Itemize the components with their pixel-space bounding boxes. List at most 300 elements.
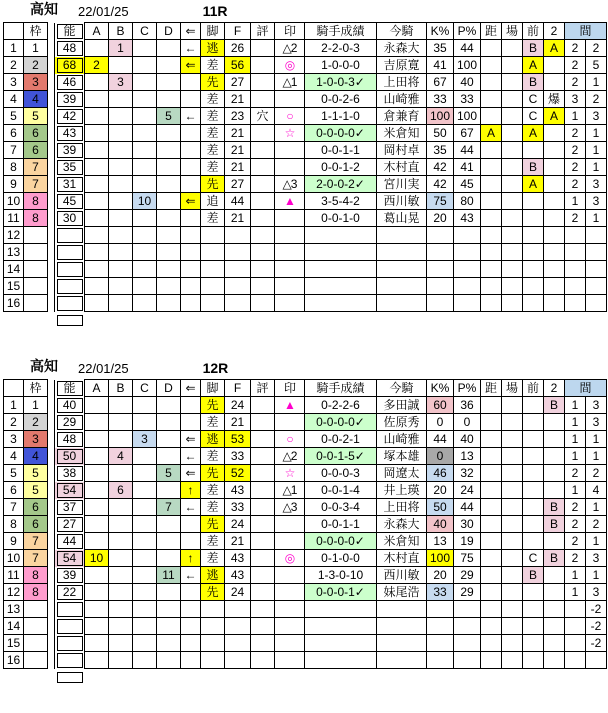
empty-cell	[48, 312, 55, 328]
cell-ky	[481, 108, 502, 125]
cell-m1: 2	[565, 57, 586, 74]
cell-noh	[55, 261, 85, 278]
cell-f	[225, 652, 251, 669]
cell-ky	[481, 465, 502, 482]
cell-f	[225, 601, 251, 618]
horse-row	[4, 261, 607, 278]
cell-m2	[586, 261, 607, 278]
cell-B	[109, 516, 133, 533]
cell-D	[157, 448, 181, 465]
cell-f: 21	[225, 142, 251, 159]
cell-n: 6	[4, 125, 24, 142]
cell-kpc: 44	[427, 431, 454, 448]
cell-m2: 1	[586, 533, 607, 550]
cell-A	[85, 210, 109, 227]
cell-m1: 2	[565, 550, 586, 567]
cell-C	[133, 414, 157, 431]
cell-ky	[481, 499, 502, 516]
cell-n: 10	[4, 193, 24, 210]
header-B: B	[109, 23, 133, 40]
cell-A	[85, 244, 109, 261]
cell-C	[133, 465, 157, 482]
cell-m2: 5	[586, 57, 607, 74]
cell-g	[48, 482, 55, 499]
horse-row	[4, 193, 607, 210]
header-k: 脚	[201, 23, 225, 40]
empty-cell	[427, 669, 454, 685]
cell-ar	[181, 125, 201, 142]
header-jk: 今騎	[377, 23, 427, 40]
cell-A	[85, 159, 109, 176]
cell-m2: 1	[586, 499, 607, 516]
cell-g	[48, 431, 55, 448]
cell-ar	[181, 601, 201, 618]
cell-ppc	[454, 227, 481, 244]
cell-kpc: 35	[427, 142, 454, 159]
cell-mae: A	[523, 125, 544, 142]
cell-c2	[544, 142, 565, 159]
cell-mk	[275, 414, 305, 431]
cell-B	[109, 431, 133, 448]
cell-ky	[481, 142, 502, 159]
cell-kpc	[427, 261, 454, 278]
cell-hy	[251, 278, 275, 295]
cell-kpc	[427, 295, 454, 312]
cell-noh: 48	[55, 40, 85, 57]
cell-f: 43	[225, 550, 251, 567]
cell-B	[109, 159, 133, 176]
cell-ppc	[454, 244, 481, 261]
cell-kpc: 20	[427, 210, 454, 227]
cell-m1: 2	[565, 74, 586, 91]
header-C: C	[133, 23, 157, 40]
cell-f: 23	[225, 108, 251, 125]
cell-g	[48, 601, 55, 618]
cell-w: 8	[24, 584, 48, 601]
cell-m2: 3	[586, 584, 607, 601]
cell-ar: ⇐	[181, 465, 201, 482]
header-w: 枠	[24, 23, 48, 40]
cell-n: 1	[4, 40, 24, 57]
cell-n: 14	[4, 261, 24, 278]
cell-mae	[523, 261, 544, 278]
cell-g	[48, 618, 55, 635]
cell-w: 8	[24, 567, 48, 584]
cell-w: 2	[24, 414, 48, 431]
header-w: 枠	[24, 380, 48, 397]
cell-w	[24, 295, 48, 312]
cell-c2	[544, 601, 565, 618]
empty-cell	[377, 669, 427, 685]
cell-mae: B	[523, 40, 544, 57]
cell-D	[157, 261, 181, 278]
cell-jk: 吉原寛	[377, 57, 427, 74]
empty-cell	[181, 669, 201, 685]
cell-hy	[251, 465, 275, 482]
cell-g	[48, 584, 55, 601]
cell-kpc: 42	[427, 159, 454, 176]
cell-C	[133, 57, 157, 74]
cell-c2	[544, 176, 565, 193]
empty-cell	[523, 312, 544, 328]
cell-m1	[565, 278, 586, 295]
cell-mae	[523, 210, 544, 227]
cell-ar	[181, 278, 201, 295]
cell-f: 27	[225, 74, 251, 91]
cell-jk: 倉兼育	[377, 108, 427, 125]
cell-ky	[481, 601, 502, 618]
cell-noh: 37	[55, 499, 85, 516]
cell-mae	[523, 431, 544, 448]
cell-noh: 46	[55, 74, 85, 91]
cell-mae	[523, 618, 544, 635]
cell-g	[48, 635, 55, 652]
header-n	[4, 23, 24, 40]
cell-ppc: 40	[454, 74, 481, 91]
header-D: D	[157, 380, 181, 397]
cell-m1: 1	[565, 108, 586, 125]
cell-hy	[251, 91, 275, 108]
cell-ppc	[454, 635, 481, 652]
cell-n: 3	[4, 431, 24, 448]
cell-B	[109, 210, 133, 227]
cell-m2: 1	[586, 74, 607, 91]
cell-kpc	[427, 278, 454, 295]
cell-jk	[377, 618, 427, 635]
cell-D	[157, 91, 181, 108]
cell-noh	[55, 652, 85, 669]
cell-mk: ☆	[275, 125, 305, 142]
cell-m2: 3	[586, 397, 607, 414]
cell-C: 10	[133, 193, 157, 210]
horse-row	[4, 652, 607, 669]
cell-w: 8	[24, 193, 48, 210]
cell-D	[157, 516, 181, 533]
cell-rec: 1-0-0-3✓	[305, 74, 377, 91]
cell-jk: 多田誠	[377, 397, 427, 414]
cell-C	[133, 108, 157, 125]
cell-k: 先	[201, 584, 225, 601]
cell-ar: ⇐	[181, 193, 201, 210]
cell-ba	[502, 227, 523, 244]
horse-row	[4, 601, 607, 618]
cell-n: 11	[4, 210, 24, 227]
cell-w: 1	[24, 397, 48, 414]
cell-ba	[502, 278, 523, 295]
cell-c2	[544, 482, 565, 499]
cell-A	[85, 176, 109, 193]
cell-hy: 穴	[251, 108, 275, 125]
cell-ar: ←	[181, 108, 201, 125]
cell-D	[157, 550, 181, 567]
cell-c2	[544, 57, 565, 74]
cell-ky	[481, 193, 502, 210]
empty-cell	[4, 669, 24, 685]
cell-B: 1	[109, 40, 133, 57]
cell-D	[157, 40, 181, 57]
cell-ppc: 43	[454, 210, 481, 227]
cell-rec	[305, 601, 377, 618]
cell-g	[48, 448, 55, 465]
cell-w	[24, 227, 48, 244]
cell-noh: 54	[55, 550, 85, 567]
cell-g	[48, 278, 55, 295]
cell-g	[48, 91, 55, 108]
cell-m1: 1	[565, 567, 586, 584]
cell-A	[85, 465, 109, 482]
cell-hy	[251, 210, 275, 227]
cell-m1: 2	[565, 516, 586, 533]
cell-ky	[481, 584, 502, 601]
header-D: D	[157, 23, 181, 40]
cell-hy	[251, 482, 275, 499]
horse-row	[4, 57, 607, 74]
cell-hy	[251, 125, 275, 142]
cell-ppc	[454, 278, 481, 295]
cell-ar	[181, 397, 201, 414]
horse-row	[4, 278, 607, 295]
cell-m1	[565, 295, 586, 312]
cell-B	[109, 295, 133, 312]
noh-footer-row	[4, 312, 607, 328]
cell-A	[85, 74, 109, 91]
cell-ppc: 100	[454, 108, 481, 125]
cell-B	[109, 125, 133, 142]
cell-D	[157, 210, 181, 227]
cell-D	[157, 244, 181, 261]
cell-ba	[502, 448, 523, 465]
cell-c2	[544, 159, 565, 176]
cell-C	[133, 618, 157, 635]
cell-rec: 0-0-1-4	[305, 482, 377, 499]
empty-cell	[85, 669, 109, 685]
cell-ppc: 75	[454, 550, 481, 567]
cell-noh: 54	[55, 482, 85, 499]
cell-k	[201, 261, 225, 278]
cell-rec: 1-1-1-0	[305, 108, 377, 125]
cell-f: 44	[225, 193, 251, 210]
cell-m2: 3	[586, 108, 607, 125]
cell-A	[85, 533, 109, 550]
cell-c2	[544, 227, 565, 244]
cell-k: 追	[201, 193, 225, 210]
cell-ar	[181, 227, 201, 244]
cell-n: 14	[4, 618, 24, 635]
empty-cell	[133, 312, 157, 328]
cell-mk	[275, 210, 305, 227]
cell-C	[133, 295, 157, 312]
race-block-11r	[3, 2, 607, 328]
cell-ar: ↑	[181, 482, 201, 499]
cell-C	[133, 516, 157, 533]
empty-cell	[586, 312, 607, 328]
cell-rec: 1-0-0-0	[305, 57, 377, 74]
cell-jk	[377, 295, 427, 312]
cell-A	[85, 414, 109, 431]
header-c2: 2	[544, 23, 565, 40]
track-name: 高知	[30, 358, 58, 374]
cell-ppc: 44	[454, 499, 481, 516]
cell-C	[133, 278, 157, 295]
cell-noh: 40	[55, 397, 85, 414]
cell-n: 12	[4, 584, 24, 601]
cell-ppc: 44	[454, 40, 481, 57]
cell-m2: 1	[586, 125, 607, 142]
cell-ar	[181, 261, 201, 278]
cell-D	[157, 431, 181, 448]
cell-ky	[481, 431, 502, 448]
cell-n: 4	[4, 91, 24, 108]
cell-g	[48, 516, 55, 533]
cell-D	[157, 584, 181, 601]
cell-ar	[181, 74, 201, 91]
cell-rec: 0-0-0-1✓	[305, 584, 377, 601]
cell-m1	[565, 227, 586, 244]
cell-A	[85, 516, 109, 533]
cell-c2	[544, 567, 565, 584]
cell-c2	[544, 414, 565, 431]
cell-B	[109, 176, 133, 193]
cell-ky	[481, 159, 502, 176]
cell-D	[157, 635, 181, 652]
horse-row	[4, 295, 607, 312]
cell-ppc: 32	[454, 465, 481, 482]
cell-g	[48, 261, 55, 278]
horse-row	[4, 516, 607, 533]
cell-D	[157, 193, 181, 210]
cell-hy	[251, 431, 275, 448]
cell-w: 4	[24, 91, 48, 108]
cell-w: 5	[24, 108, 48, 125]
cell-mae: C	[523, 550, 544, 567]
cell-C	[133, 40, 157, 57]
cell-ky	[481, 397, 502, 414]
cell-k: 先	[201, 516, 225, 533]
cell-n: 9	[4, 176, 24, 193]
cell-c2	[544, 618, 565, 635]
cell-B	[109, 193, 133, 210]
race-number: 11R	[202, 3, 228, 19]
cell-c2	[544, 533, 565, 550]
cell-kpc: 100	[427, 550, 454, 567]
cell-m1	[565, 601, 586, 618]
cell-ar: ↑	[181, 550, 201, 567]
cell-ppc: 24	[454, 482, 481, 499]
cell-k	[201, 227, 225, 244]
cell-noh: 43	[55, 125, 85, 142]
cell-k: 先	[201, 465, 225, 482]
cell-rec: 1-3-0-10	[305, 567, 377, 584]
header-kpc: K%	[427, 380, 454, 397]
noh-footer-box	[55, 669, 85, 685]
cell-C	[133, 142, 157, 159]
header-row	[4, 380, 607, 397]
header-noh: 能	[55, 23, 85, 40]
cell-ar	[181, 210, 201, 227]
cell-hy	[251, 448, 275, 465]
cell-mk: △1	[275, 482, 305, 499]
cell-hy	[251, 295, 275, 312]
cell-hy	[251, 57, 275, 74]
cell-rec	[305, 635, 377, 652]
cell-D: 5	[157, 108, 181, 125]
cell-C	[133, 74, 157, 91]
cell-hy	[251, 142, 275, 159]
cell-B	[109, 618, 133, 635]
cell-ba	[502, 295, 523, 312]
cell-m2	[586, 227, 607, 244]
cell-mae: C	[523, 91, 544, 108]
cell-C	[133, 244, 157, 261]
cell-ar	[181, 295, 201, 312]
cell-f: 21	[225, 159, 251, 176]
cell-k: 差	[201, 499, 225, 516]
cell-A	[85, 652, 109, 669]
cell-rec: 0-0-3-4	[305, 499, 377, 516]
cell-D: 11	[157, 567, 181, 584]
cell-n: 13	[4, 601, 24, 618]
cell-A	[85, 261, 109, 278]
cell-mae	[523, 516, 544, 533]
header-ba: 場	[502, 380, 523, 397]
cell-c2	[544, 74, 565, 91]
cell-noh	[55, 244, 85, 261]
cell-g	[48, 244, 55, 261]
cell-B	[109, 414, 133, 431]
cell-ky	[481, 448, 502, 465]
cell-f: 27	[225, 176, 251, 193]
cell-n: 1	[4, 397, 24, 414]
cell-c2: B	[544, 516, 565, 533]
cell-n: 8	[4, 516, 24, 533]
cell-f: 33	[225, 499, 251, 516]
cell-hy	[251, 550, 275, 567]
horse-row	[4, 244, 607, 261]
header-hy: 評	[251, 23, 275, 40]
noh-footer-box	[55, 312, 85, 328]
cell-ar: ←	[181, 499, 201, 516]
empty-cell	[305, 312, 377, 328]
cell-k: 差	[201, 159, 225, 176]
cell-A	[85, 108, 109, 125]
cell-A	[85, 499, 109, 516]
cell-ky	[481, 567, 502, 584]
cell-m1: 1	[565, 431, 586, 448]
cell-kpc: 42	[427, 176, 454, 193]
cell-rec: 0-0-0-0✓	[305, 125, 377, 142]
cell-m1: 1	[565, 397, 586, 414]
cell-n: 12	[4, 227, 24, 244]
cell-ar: ⇐	[181, 57, 201, 74]
cell-hy	[251, 193, 275, 210]
cell-mk	[275, 227, 305, 244]
horse-row	[4, 74, 607, 91]
cell-k: 差	[201, 91, 225, 108]
horse-row	[4, 584, 607, 601]
empty-cell	[544, 669, 565, 685]
cell-n: 5	[4, 465, 24, 482]
cell-g	[48, 414, 55, 431]
cell-C	[133, 125, 157, 142]
cell-ppc: 0	[454, 414, 481, 431]
cell-A	[85, 40, 109, 57]
cell-ky	[481, 533, 502, 550]
cell-noh: 39	[55, 567, 85, 584]
cell-C	[133, 448, 157, 465]
cell-C	[133, 601, 157, 618]
cell-jk: 妹尾浩	[377, 584, 427, 601]
cell-A: 10	[85, 550, 109, 567]
